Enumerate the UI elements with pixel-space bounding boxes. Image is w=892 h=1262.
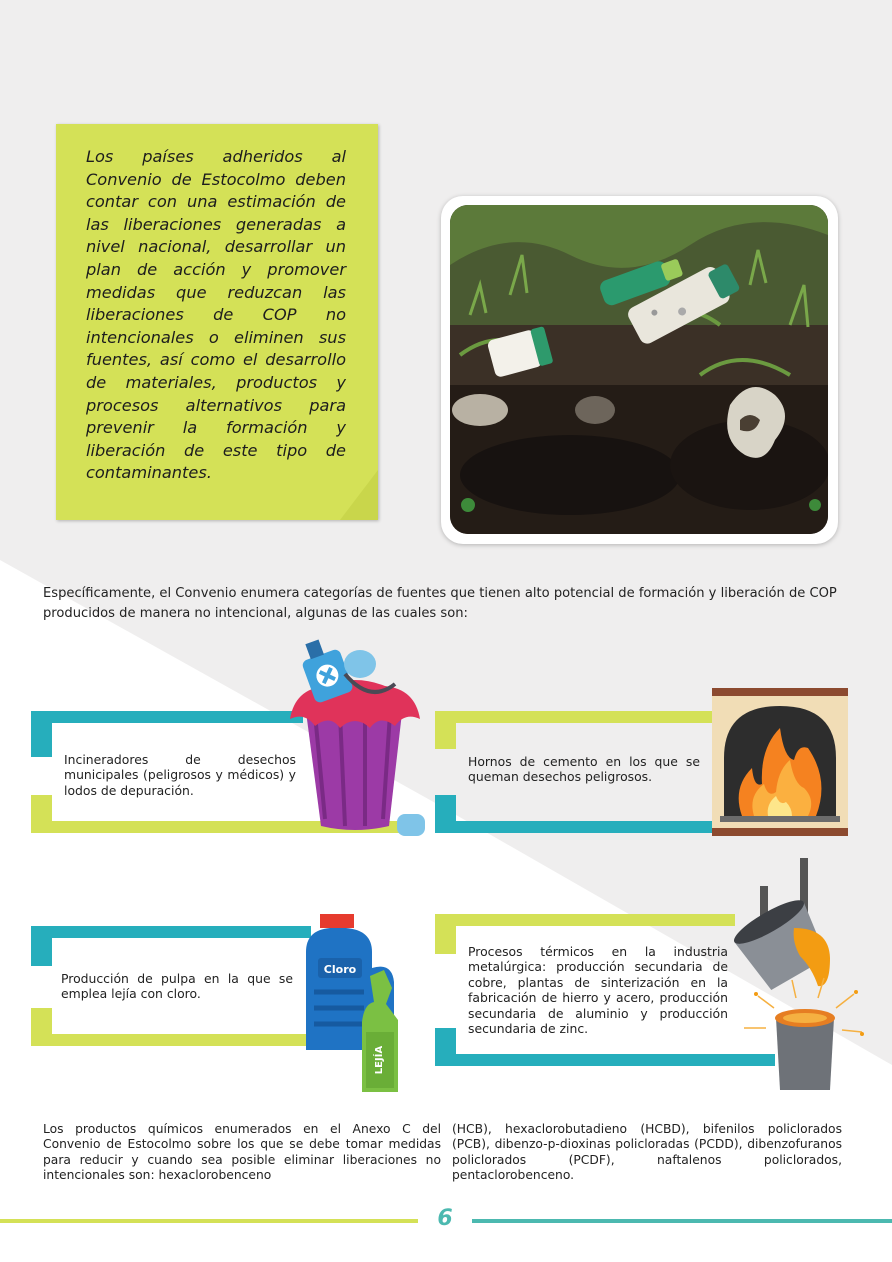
source-hornos-cemento: Hornos de cemento en los que se queman desechos peligrosos. bbox=[468, 754, 700, 785]
source-incineradores: Incineradores de desechos municipales (peligrosos y médicos) y lodos de depuración. bbox=[64, 752, 296, 798]
bleach-bottles-icon bbox=[300, 912, 410, 1096]
source-metalurgica: Procesos térmicos en la industria metalúrgica: producción secundaria de cobre, plantas de sinterización en la fabricación de hierro y acero, producción secundaria de aluminio y producción secundaria de zinc. bbox=[468, 944, 728, 1037]
bottom-paragraph-right: (HCB), hexaclorobutadieno (HCBD), bifenilos policlorados (PCB), dibenzo-p-dioxinas policloradas (PCDD), dibenzofuranos policlorados (PCDF), naftalenos policlorados, pentaclorobenceno. bbox=[452, 1122, 842, 1183]
bottom-paragraph-left: Los productos químicos enumerados en el Anexo C del Convenio de Estocolmo sobre los que se debe tomar medidas para reducir y cuando sea posible eliminar liberaciones no intencionales son: hexaclorobenceno bbox=[43, 1122, 441, 1183]
furnace-fire-icon bbox=[712, 688, 848, 836]
callout-text: Los países adheridos al Convenio de Estocolmo deben contar con una estimación de las liberaciones generadas a nivel nacional, desarrollar un plan de acción y promover medidas que reduzcan las liberaciones de COP no intencionales o eliminen sus fuentes, así como el desarrollo de materiales, productos y procesos alternativos para prevenir la formación y liberación de este tipo de contaminantes. bbox=[86, 147, 346, 483]
bottle-label-lejia: LEJÍA bbox=[374, 1045, 385, 1075]
intro-paragraph: Específicamente, el Convenio enumera categorías de fuentes que tienen alto potencial de formación y liberación de COP producidos de manera no intencional, algunas de las cuales son: bbox=[43, 586, 837, 621]
molten-metal-crucible-icon bbox=[734, 858, 866, 1094]
page-number: 6 bbox=[437, 1206, 453, 1231]
trash-bin-icon bbox=[285, 634, 425, 844]
source-pulpa: Producción de pulpa en la que se emplea lejía con cloro. bbox=[61, 971, 293, 1002]
bottle-label-cloro: Cloro bbox=[323, 963, 357, 976]
